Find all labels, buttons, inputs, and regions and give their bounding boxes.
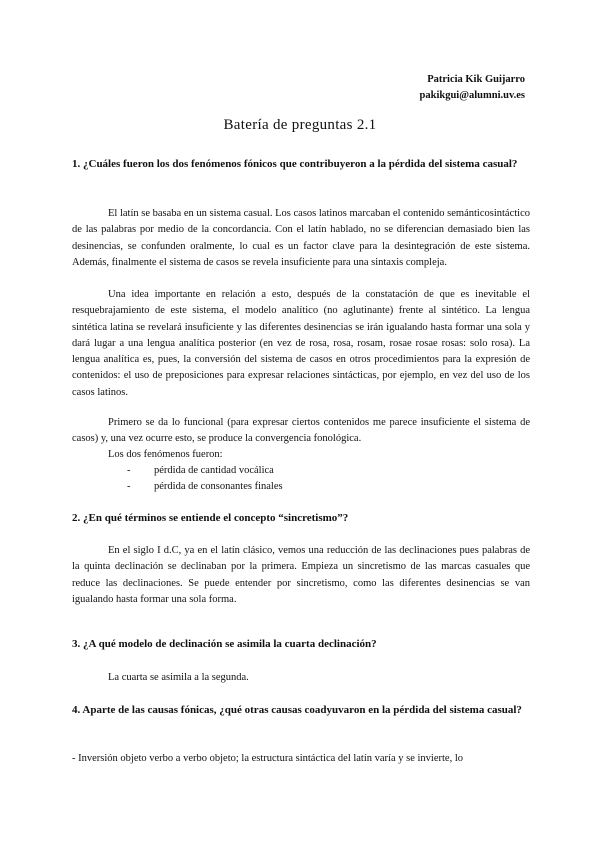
question-1-paragraph-3: Primero se da lo funcional (para expresar ciertos contenidos me parece insuficiente el sistema de casos) y, una vez ocurre esto, se produce la convergencia fonológica. — [72, 417, 530, 445]
question-1-paragraph-1: El latín se basaba en un sistema casual. Los casos latinos marcaban el contenido semánticosintáctico de las palabras por medio de la concordancia. Con el latín hablado, no se diferencian demasiado bien las desinencias, se confunden oralmente, lo cual es un factor clave para la desintegración de este sistema. Además, finalmente el sistema de casos se revela insuficiente para una sintaxis compleja. — [72, 208, 530, 268]
list-item-text: pérdida de cantidad vocálica — [154, 465, 274, 476]
question-1-heading: 1. ¿Cuáles fueron los dos fenómenos fónicos que contribuyeron a la pérdida del sistema casual? — [72, 158, 518, 170]
question-3-paragraph-1: La cuarta se asimila a la segunda. — [108, 672, 249, 683]
author-name: Patricia Kik Guijarro — [427, 74, 525, 85]
list-bullet: - — [127, 481, 131, 493]
question-4-paragraph-1: - Inversión objeto verbo a verbo objeto; la estructura sintáctica del latín varía y se invierte, lo — [72, 753, 463, 764]
list-item — [108, 463, 283, 479]
phonetic-phenomena-list — [108, 463, 283, 496]
list-bullet: - — [127, 465, 131, 476]
question-3-heading: 3. ¿A qué modelo de declinación se asimila la cuarta declinación? — [72, 638, 377, 650]
question-2-paragraph-1: En el siglo I d.C, ya en el latín clásico, vemos una reducción de las declinaciones pues palabras de la quinta declinación se declinaban por la primera. Empieza un sincretismo de las marcas casuales que reduce las declinaciones. Se puede entender por sincretismo, como las diferentes desinencias se van igualando hasta formar una sola forma. — [72, 545, 530, 605]
author-block — [420, 72, 525, 104]
question-1-paragraph-4: Los dos fenómenos fueron: — [108, 449, 223, 460]
question-4-heading: 4. Aparte de las causas fónicas, ¿qué otras causas coadyuvaron en la pérdida del sistema casual? — [72, 704, 522, 716]
list-item — [108, 479, 283, 495]
question-1-paragraph-2: Una idea importante en relación a esto, después de la constatación de que es inevitable el resquebrajamiento de este sistema, el modelo analítico (no aglutinante) frente al sintético. La lengua sintética latina se revelará insuficiente y las diferentes desinencias se irán igualando hasta formar una sola y dará lugar a una lengua analítica posterior (en vez de rosa, rosa, rosam, rosae rosae rosas: solo rosa). La lengua analítica es, pues, la conversión del sistema de casos en otros procedimientos para la expresión de contenidos: el uso de preposiciones para expresar relaciones sintácticas, por ejemplo, en vez del uso de los casos latinos. — [72, 289, 530, 398]
question-2-heading: 2. ¿En qué términos se entiende el concepto “sincretismo”? — [72, 512, 349, 524]
document-title: Batería de preguntas 2.1 — [223, 117, 377, 133]
list-item-text: pérdida de consonantes finales — [154, 481, 283, 493]
author-email: pakikgui@alumni.uv.es — [419, 90, 525, 101]
